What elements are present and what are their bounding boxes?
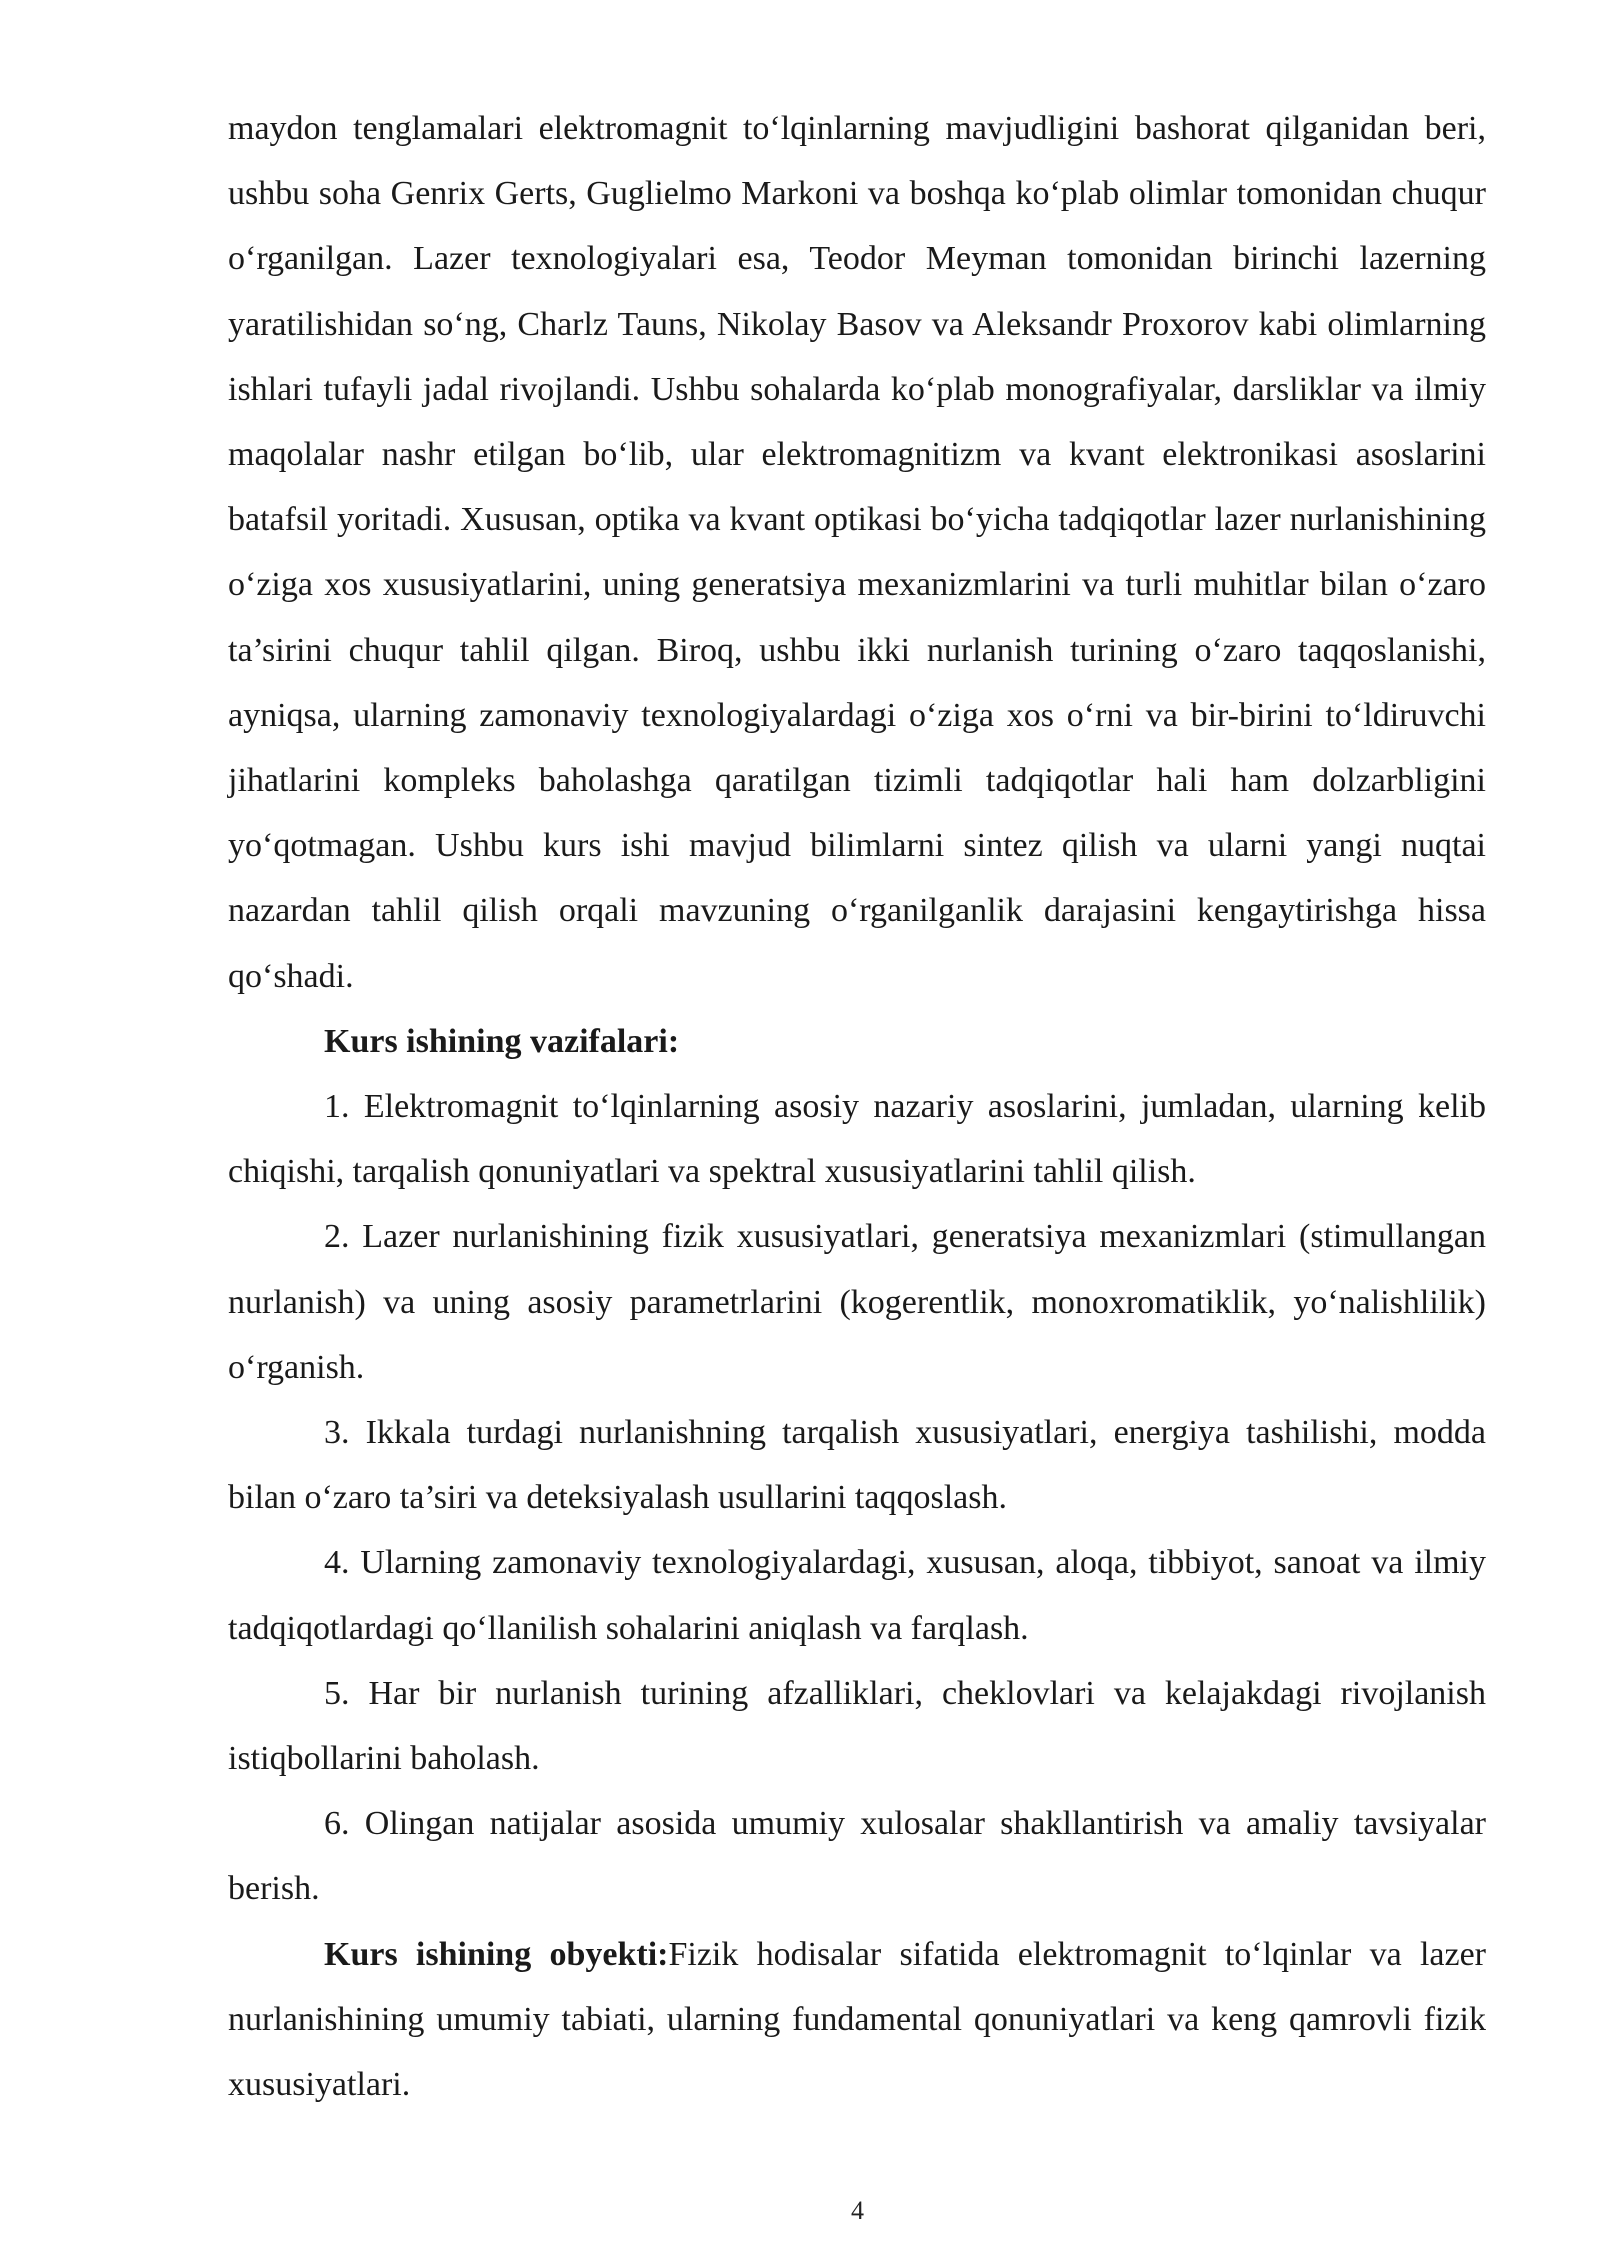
task-item-5: 5. Har bir nurlanish turining afzalliklari, cheklovlari va kelajakdagi rivojlanish istiqbollarini baholash. — [228, 1674, 1486, 1778]
task-item-6: 6. Olingan natijalar asosida umumiy xulosalar shakllantirish va amaliy tavsiyalar berish. — [228, 1805, 1486, 1908]
object-paragraph — [228, 1922, 1486, 2118]
intro-paragraph: maydon tenglamalari elektromagnit to‘lqinlarning mavjudligini bashorat qilganidan beri, ushbu soha Genrix Gerts, Guglielmo Markoni va boshqa ko‘plab olimlar tomonidan chuqur o‘rganilgan. Lazer texnologiyalari esa, Teodor Meyman tomonidan birinchi lazerning yaratilishidan so‘ng, Charlz Tauns, Nikolay Basov va Aleksandr Proxorov kabi olimlarning ishlari tufayli jadal rivojlandi. Ushbu sohalarda ko‘plab monografiyalar, darsliklar va ilmiy maqolalar nashr etilgan bo‘lib, ular elektromagnitizm va kvant elektronikasi asoslarini batafsil yoritadi. Xususan, optika va kvant optikasi bo‘yicha tadqiqotlar lazer nurlanishining o‘ziga xos xususiyatlarini, uning generatsiya mexanizmlarini va turli muhitlar bilan o‘zaro ta’sirini chuqur tahlil qilgan. Biroq, ushbu ikki nurlanish turining o‘zaro taqqoslanishi, ayniqsa, ularning zamonaviy texnologiyalardagi o‘ziga xos o‘rni va bir-birini to‘ldiruvchi jihatlarini kompleks baholashga qaratilgan tizimli tadqiqotlar hali ham dolzarbligini yo‘qotmagan. Ushbu kurs ishi mavjud bilimlarni sintez qilish va ularni yangi nuqtai nazardan tahlil qilish orqali mavzuning o‘rganilganlik darajasini kengaytirishga hissa qo‘shadi. — [228, 110, 1486, 995]
object-text: Fizik hodisalar sifatida elektromagnit to‘lqinlar va lazer nurlanishining umumiy tabiati, ularning fundamental qonuniyatlari va keng qamrovli fizik xususiyatlari. — [228, 1935, 1486, 2104]
tasks-heading: Kurs ishining vazifalari: — [324, 1022, 680, 1060]
task-item-1: 1. Elektromagnit to‘lqinlarning asosiy nazariy asoslarini, jumladan, ularning kelib chiqishi, tarqalish qonuniyatlari va spektral xususiyatlarini tahlil qilish. — [228, 1088, 1486, 1191]
page-number: 4 — [851, 2196, 864, 2225]
task-item-2: 2. Lazer nurlanishining fizik xususiyatlari, generatsiya mexanizmlari (stimullangan nurlanish) va uning asosiy parametrlarini (kogerentlik, monoxromatiklik, yo‘nalishlilik) o‘rganish. — [228, 1218, 1486, 1386]
page-content — [228, 96, 1486, 2117]
task-item-3: 3. Ikkala turdagi nurlanishning tarqalish xususiyatlari, energiya tashilishi, modda bilan o‘zaro ta’siri va deteksiyalash usullarini taqqoslash. — [228, 1414, 1486, 1517]
object-label: Kurs ishining obyekti: — [324, 1935, 669, 1973]
task-item-4: 4. Ularning zamonaviy texnologiyalardagi, xususan, aloqa, tibbiyot, sanoat va ilmiy tadqiqotlardagi qo‘llanilish sohalarini aniqlash va farqlash. — [228, 1544, 1486, 1647]
